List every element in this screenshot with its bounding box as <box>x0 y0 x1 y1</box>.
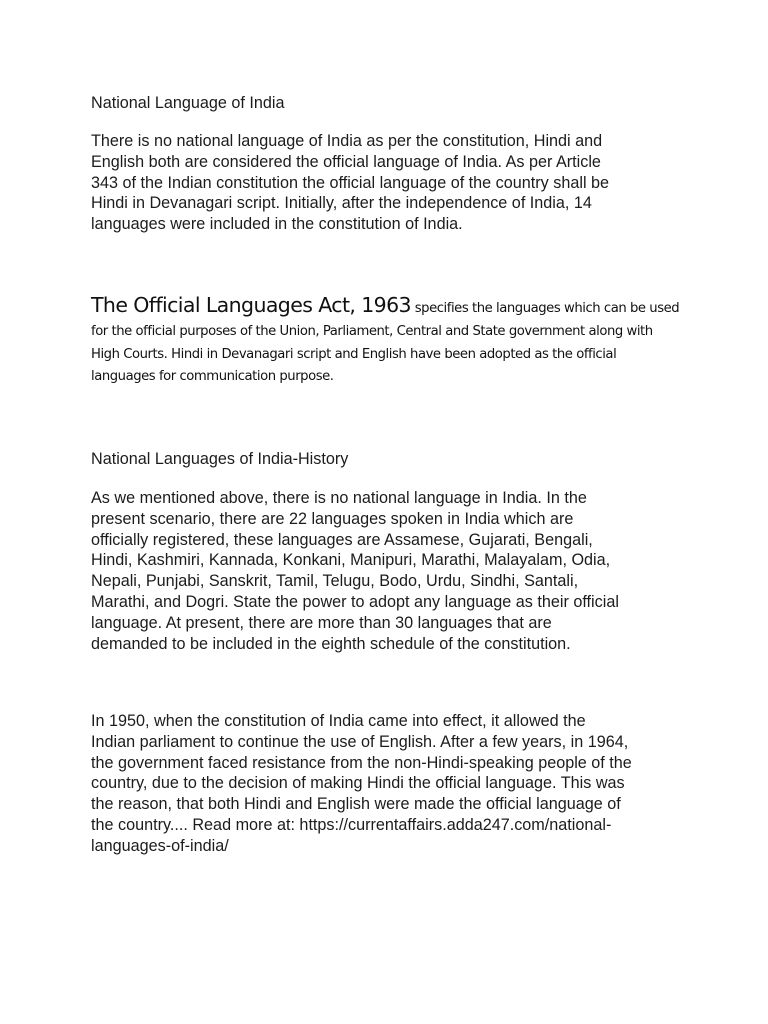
text-line: High Courts. Hindi in Devanagari script and English have been adopted as the official <box>91 346 617 362</box>
text-line: Hindi, Kashmiri, Kannada, Konkani, Manipuri, Marathi, Malayalam, Odia, <box>91 551 611 570</box>
text-line: the government faced resistance from the non-Hindi-speaking people of the <box>91 753 632 772</box>
paragraph-history <box>91 488 691 654</box>
text-line: the country.... Read more at: https://currentaffairs.adda247.com/national- <box>91 815 612 834</box>
text-line: for the official purposes of the Union, Parliament, Central and State government along with <box>91 323 653 339</box>
text-line: officially registered, these languages are Assamese, Gujarati, Bengali, <box>91 530 593 549</box>
text-line: languages-of-india/ <box>91 836 229 855</box>
text-line: demanded to be included in the eighth schedule of the constitution. <box>91 634 571 653</box>
heading-national-language: National Language of India <box>91 94 285 112</box>
heading-history: National Languages of India-History <box>91 450 349 468</box>
text-line: the reason, that both Hindi and English were made the official language of <box>91 795 621 814</box>
text-line: Indian parliament to continue the use of English. After a few years, in 1964, <box>91 732 629 751</box>
text-line: As we mentioned above, there is no national language in India. In the <box>91 489 587 507</box>
text-line: English both are considered the official language of India. As per Article <box>91 152 601 171</box>
text-line: In 1950, when the constitution of India came into effect, it allowed the <box>91 712 586 730</box>
paragraph-official-languages-act <box>91 294 681 389</box>
text-line: languages for communication purpose. <box>91 369 334 385</box>
text-line: specifies the languages which can be used <box>411 301 680 316</box>
act-title: The Official Languages Act, 1963 <box>91 293 411 317</box>
paragraph-intro <box>91 131 691 235</box>
text-line: language. At present, there are more than 30 languages that are <box>91 613 552 632</box>
text-line: country, due to the decision of making Hindi the official language. This was <box>91 774 625 793</box>
text-line: Hindi in Devanagari script. Initially, after the independence of India, 14 <box>91 194 592 213</box>
text-line: There is no national language of India as per the constitution, Hindi and <box>91 132 603 150</box>
paragraph-1950 <box>91 711 691 857</box>
text-line: languages were included in the constitution of India. <box>91 215 463 234</box>
text-line: Marathi, and Dogri. State the power to adopt any language as their official <box>91 592 619 611</box>
text-line: present scenario, there are 22 languages spoken in India which are <box>91 509 574 528</box>
text-line: Nepali, Punjabi, Sanskrit, Tamil, Telugu, Bodo, Urdu, Sindhi, Santali, <box>91 572 579 591</box>
text-line: 343 of the Indian constitution the official language of the country shall be <box>91 173 610 192</box>
